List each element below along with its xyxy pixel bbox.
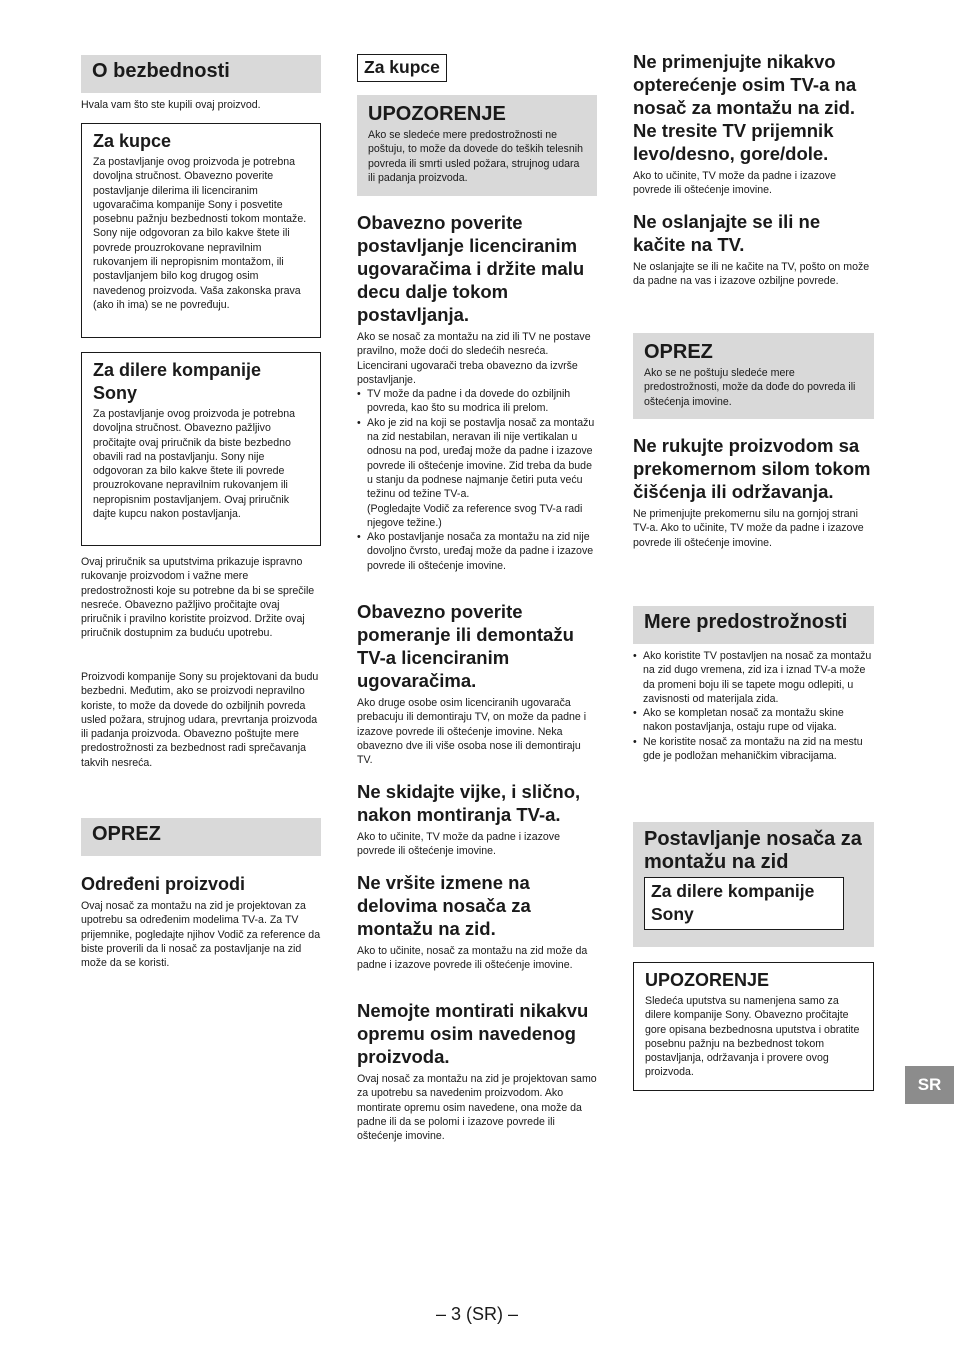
list-item: • Ako postavljanje nosača za montažu na zid nije dovoljno čvrsto, uređaj može da padne i izazove povrede ili oštećenje imovine.	[357, 530, 597, 573]
precautions-list	[633, 649, 874, 763]
caution-title: OPREZ	[644, 341, 713, 363]
no-leaning-heading: Ne oslanjajte se ili ne kačite na TV.	[633, 211, 821, 255]
list-item: • Ako se kompletan nosač za montažu skine nakon postavljanja, ostaju rupe od vijaka.	[633, 706, 874, 735]
customers-tag-wrap	[357, 54, 597, 82]
modifications-text: Ako to učinite, nosač za montažu na zid može da padne i izazove povrede ili oštećenje imovine.	[357, 945, 588, 972]
moving-tv-heading: Obavezno poverite pomeranje ili demontažu TV-a licenciranim ugovaračima.	[357, 601, 574, 691]
section-title-caution: OPREZ	[81, 818, 321, 856]
page-number: – 3 (SR) –	[435, 1304, 519, 1324]
customers-tag: Za kupce	[357, 54, 447, 82]
section-other-equipment	[357, 999, 597, 1143]
no-leaning-text: Ne oslanjajte se ili ne kačite na TV, pošto on može da padne na vas i izazove ozbiljne povrede.	[633, 261, 870, 288]
caution-block	[633, 333, 874, 419]
section-modifications	[357, 871, 597, 973]
install-dealers-box: Za dilere kompanije Sony	[644, 877, 844, 930]
excessive-force-heading: Ne rukujte proizvodom sa prekomernom silom tokom čišćenja ili održavanja.	[633, 435, 871, 502]
customers-box	[81, 123, 321, 338]
licensed-install-list	[357, 387, 597, 573]
screws-text: Ako to učinite, TV može da padne i izazove povrede ili oštećenje imovine.	[357, 831, 560, 858]
intro-paragraph-1: Ovaj priručnik sa uputstvima prikazuje ispravno rukovanje proizvodom i važne mere predostrožnosti koje su potrebne da bi se sprečile nesreće. Obavezno pažljivo pročitajte ovaj priručnik i pravilno koristite proizvod. Držite ovaj priručnik dostupnim za buduću upotrebu.	[81, 556, 315, 640]
section-no-load	[633, 50, 874, 198]
install-title: Postavljanje nosača za montažu na zid	[644, 828, 862, 873]
section-title-precautions: Mere predostrožnosti	[633, 606, 874, 644]
list-item: • TV može da padne i da dovede do ozbiljnih povreda, kao što su modrica ili prelom.	[357, 387, 597, 416]
thanks-text: Hvala vam što ste kupili ovaj proizvod.	[81, 99, 261, 111]
excessive-force-text: Ne primenjujte prekomernu silu na gornjoj strani TV-a. Ako to učinite, TV može da padne i izazove povrede ili oštećenje imovine.	[633, 508, 864, 549]
products-heading: Određeni proizvodi	[81, 874, 246, 894]
products-section	[81, 873, 321, 970]
warning-block	[357, 95, 597, 196]
intro-paragraph-2: Proizvodi kompanije Sony su projektovani da budu bezbedni. Međutim, ako se proizvodi nepravilno koriste, to može da dovede do ozbiljnih povreda usled požara, strujnog udara, prevrtanja proizvoda ili padanja proizvoda. Obavezno poštujte mere predostrožnosti za bezbednost radi sprečavanja takvih nesreća.	[81, 671, 319, 769]
list-item: • Ne koristite nosač za montažu na zid na mestu gde je podložan mehaničkim vibracijama.	[633, 735, 874, 764]
section-moving-tv	[357, 600, 597, 767]
customers-box-title: Za kupce	[93, 131, 172, 151]
list-item: • Ako je zid na koji se postavlja nosač za montažu na zid nestabilan, neravan ili nije vertikalan u odnosu na pod, uređaj može da padne i izazove povrede ili oštećenje imovine. Zid treba da bude u stanju da podnese najmanje četiri puta veću težinu od težine TV-a. (Pogledajte Vodič za reference svog TV-a radi njegove težine.)	[357, 416, 597, 530]
dealers-box	[81, 352, 321, 546]
warning-title: UPOZORENJE	[368, 103, 506, 125]
moving-tv-text: Ako druge osobe osim licenciranih ugovarača prebacuju ili demontiraju TV, on može da padne i izazove povrede ili oštećenje imovine. Neka obavezno dve ili više osoba nose ili demontiraju TV.	[357, 697, 587, 767]
section-screws	[357, 780, 597, 859]
install-block	[633, 822, 874, 947]
other-equipment-text: Ovaj nosač za montažu na zid je projektovan samo za upotrebu sa navedenim proizvodom. Ako montirate opremu osim navedene, ona može da padne ili da se polomi i izazove povrede ili oštećenje imovine.	[357, 1073, 597, 1143]
section-title-safety: O bezbednosti	[81, 55, 321, 93]
screws-heading: Ne skidajte vijke, i slično, nakon montiranja TV-a.	[357, 781, 581, 825]
licensed-install-heading: Obavezno poverite postavljanje licenciranim ugovaračima i držite malu decu dalje tokom postavljanja.	[357, 212, 585, 325]
list-item: • Ako koristite TV postavljen na nosač za montažu na zid dugo vremena, zid iza i iznad TV-a može da promeni boju ili se tapete mogu odlepiti, u zavisnosti od materijala zida.	[633, 649, 874, 706]
products-text: Ovaj nosač za montažu na zid je projektovan za upotrebu sa određenim modelima TV-a. Za TV prijemnike, pogledajte njihov Vodič za reference da biste proverili da li nosač za postavljanje na zid može da se koristi.	[81, 900, 321, 970]
install-warning-title: UPOZORENJE	[645, 970, 770, 990]
modifications-heading: Ne vršite izmene na delovima nosača za montažu na zid.	[357, 872, 531, 939]
licensed-install-text: Ako se nosač za montažu na zid ili TV ne postave pravilno, može doći do sledećih nesreća. Licencirani ugovarači treba obavezno da izvrše postavljanje.	[357, 331, 591, 386]
section-no-leaning	[633, 210, 874, 289]
section-licensed-install	[357, 211, 597, 573]
install-warning-text: Sledeća uputstva su namenjena samo za dilere kompanije Sony. Obavezno pročitajte gore opisana bezbednosna uputstva i obratite posebnu pažnju na bezbednost tokom postavljanja, održavanja i provere ovog proizvoda.	[645, 995, 860, 1079]
other-equipment-heading: Nemojte montirati nikakvu opremu osim navedenog proizvoda.	[357, 1000, 589, 1067]
dealers-box-text: Za postavljanje ovog proizvoda je potrebna dovoljna stručnost. Obavezno pažljivo pročitajte ovaj priručnik da biste bezbedno obavili rad na postavljanju. Sony nije odgovoran za bilo kakve štete ili povrede prouzrokovane nepravilnim rukovanjem ili nepropisnim postavljanjem. Ovaj priručnik dajte kupcu nakon postavljanja.	[93, 408, 296, 521]
no-load-text: Ako to učinite, TV može da padne i izazove povrede ili oštećenje imovine.	[633, 170, 836, 197]
install-warning-box	[633, 962, 874, 1091]
language-tab: SR	[905, 1066, 954, 1104]
customers-box-text: Za postavljanje ovog proizvoda je potrebna dovoljna stručnost. Obavezno poverite postavljanje dilerima ili licenciranim ugovaračima kompanije Sony i posvetite posebnu pažnju bezbednosti tokom montaže. Sony nije odgovoran za bilo kakve štete ili povrede prouzrokovane nepravilnim rukovanjem ili nepropisnim montažom, ili postavljanjem bilo kog drugog osim navedenog proizvoda. Vaša zakonska prava (ako ih ima) se ne povređuju.	[93, 156, 307, 311]
caution-text: Ako se ne poštuju sledeće mere predostrožnosti, može da dođe do povreda ili oštećenja imovine.	[644, 367, 856, 408]
dealers-box-title: Za dilere kompanije Sony	[93, 360, 262, 403]
no-load-heading: Ne primenjujte nikakvo opterećenje osim TV-a na nosač za montažu na zid. Ne tresite TV prijemnik levo/desno, gore/dole.	[633, 51, 857, 164]
section-excessive-force	[633, 434, 874, 550]
warning-text: Ako se sledeće mere predostrožnosti ne poštuju, to može da dovede do teških telesnih povreda ili smrti usled požara, strujnog udara ili padanja proizvoda.	[368, 129, 583, 184]
